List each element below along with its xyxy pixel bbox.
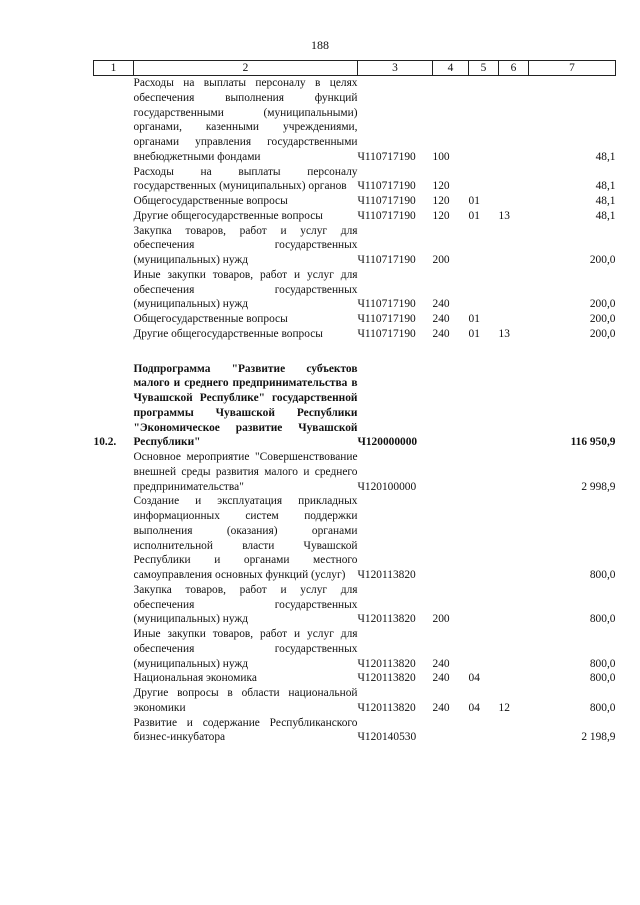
- row-name: Другие вопросы в области национальной экономики: [133, 687, 358, 714]
- row-amount: 48,1: [595, 180, 616, 193]
- row-number: [94, 671, 134, 686]
- row-section: [469, 165, 499, 195]
- row-subsection: 13: [498, 327, 510, 340]
- row-expense-type: 120: [432, 180, 450, 193]
- row-section: 01: [468, 313, 480, 325]
- row-subsection: [499, 494, 529, 583]
- row-expense-type: 240: [432, 701, 450, 714]
- row-expense-type: [433, 362, 469, 451]
- row-number: [94, 450, 134, 494]
- table-row: [94, 450, 616, 494]
- page-number: 188: [311, 38, 329, 52]
- row-name: Другие общегосударственные вопросы: [133, 209, 323, 222]
- row-expense-type: 100: [432, 150, 450, 163]
- row-name: Расходы на выплаты персоналу в целях обеспечения выполнения функций государственными (муниципальными) органами, казенными учреждениями, органами управления государственными внебюджетными фондами: [133, 77, 358, 163]
- row-section: [469, 716, 499, 746]
- row-code: Ч110717190: [357, 180, 416, 193]
- row-amount: 2 198,9: [581, 731, 616, 744]
- row-amount: 800,0: [589, 569, 616, 581]
- row-number: [94, 686, 134, 716]
- row-code: Ч120113820: [357, 613, 416, 626]
- row-subsection: [499, 450, 529, 494]
- row-name: Национальная экономика: [133, 672, 257, 685]
- row-subsection: [499, 627, 529, 671]
- column-header: 3: [358, 61, 433, 76]
- table-row: [94, 716, 616, 746]
- row-amount: 200,0: [589, 298, 616, 311]
- row-expense-type: 240: [432, 672, 450, 685]
- row-name: Иные закупки товаров, работ и услуг для обеспечения государственных (муниципальных) нужд: [133, 628, 358, 670]
- table-row: [94, 165, 616, 195]
- row-section: 01: [468, 209, 480, 222]
- table-body: [94, 76, 616, 746]
- row-section: [469, 76, 499, 165]
- row-name: Иные закупки товаров, работ и услуг для обеспечения государственных (муниципальных) нужд: [133, 268, 358, 311]
- row-section: [469, 494, 499, 583]
- row-number: [94, 583, 134, 627]
- table-row: [94, 209, 616, 224]
- row-section: [469, 583, 499, 627]
- row-number: [94, 494, 134, 583]
- row-name: Развитие и содержание Республиканского бизнес-инкубатора: [133, 716, 358, 744]
- column-header: 1: [94, 61, 134, 76]
- row-name: Создание и эксплуатация прикладных информационных систем поддержки выполнения (оказания) органами исполнительной власти Чувашской Республики и органами местного самоуправления основных функций (услуг): [133, 495, 358, 581]
- table-row: [94, 686, 616, 716]
- row-number: [94, 716, 134, 746]
- table-row: [94, 362, 616, 451]
- table-row: [94, 327, 616, 342]
- table-row: [94, 268, 616, 312]
- row-expense-type: 200: [432, 613, 450, 626]
- row-number: [94, 312, 134, 327]
- row-section: 01: [468, 327, 480, 340]
- row-amount: 200,0: [589, 313, 616, 325]
- row-name: Закупка товаров, работ и услуг для обеспечения государственных (муниципальных) нужд: [133, 224, 358, 266]
- row-name: Общегосударственные вопросы: [133, 313, 288, 325]
- row-number: [94, 224, 134, 268]
- row-amount: 48,1: [595, 195, 616, 207]
- row-expense-type: 120: [432, 209, 450, 222]
- row-subsection: [499, 268, 529, 312]
- row-name: Другие общегосударственные вопросы: [133, 327, 323, 340]
- table-row: [94, 312, 616, 327]
- row-amount: 800,0: [589, 672, 616, 685]
- row-subsection: [499, 165, 529, 195]
- row-section: [469, 362, 499, 451]
- column-number-header: [94, 61, 616, 76]
- row-subsection: [499, 716, 529, 746]
- row-code: Ч120000000: [357, 436, 418, 449]
- row-number: [94, 327, 134, 342]
- row-code: Ч110717190: [357, 327, 416, 340]
- row-amount: 800,0: [589, 613, 616, 626]
- budget-table: [93, 60, 616, 745]
- column-header: 6: [499, 61, 529, 76]
- row-name: Подпрограмма "Развитие субъектов малого и среднего предпринимательства в Чувашской Республике" государственной программы Чувашской Республики "Экономическое развитие Чувашской Республики": [133, 362, 358, 449]
- column-header: 5: [469, 61, 499, 76]
- table-row: [94, 224, 616, 268]
- row-subsection: 13: [498, 209, 510, 222]
- row-amount: 2 998,9: [581, 480, 616, 493]
- row-number: [94, 627, 134, 671]
- row-code: Ч110717190: [357, 150, 416, 163]
- row-code: Ч120113820: [357, 657, 416, 670]
- row-number: [94, 165, 134, 195]
- row-amount: 800,0: [589, 657, 616, 670]
- row-subsection: [499, 671, 529, 686]
- row-section: 04: [468, 701, 480, 714]
- row-subsection: [499, 362, 529, 451]
- row-name: Закупка товаров, работ и услуг для обеспечения государственных (муниципальных) нужд: [133, 583, 358, 626]
- table-row: [94, 494, 616, 583]
- row-amount: 800,0: [589, 701, 616, 714]
- row-expense-type: 240: [432, 313, 450, 325]
- row-number: [94, 76, 134, 165]
- row-amount: 48,1: [595, 150, 616, 163]
- row-section: [469, 627, 499, 671]
- row-amount: 200,0: [589, 327, 616, 340]
- row-subsection: [499, 224, 529, 268]
- row-subsection: [499, 583, 529, 627]
- row-subsection: [499, 76, 529, 165]
- row-number: 10.2.: [93, 436, 117, 449]
- row-code: Ч110717190: [357, 298, 416, 311]
- row-amount: 116 950,9: [570, 436, 616, 449]
- row-expense-type: 120: [432, 195, 450, 207]
- row-code: Ч120113820: [357, 701, 416, 714]
- table-row: [94, 76, 616, 165]
- row-code: Ч110717190: [357, 313, 416, 325]
- table-row: [94, 671, 616, 686]
- row-expense-type: 240: [432, 327, 450, 340]
- row-name: Общегосударственные вопросы: [133, 195, 288, 207]
- row-amount: 200,0: [589, 254, 616, 266]
- row-expense-type: [433, 716, 469, 746]
- row-number: [94, 194, 134, 209]
- row-code: Ч120113820: [357, 672, 416, 685]
- row-number: [94, 268, 134, 312]
- row-expense-type: 240: [432, 298, 450, 311]
- row-amount: 48,1: [595, 209, 616, 222]
- row-code: Ч120140530: [357, 731, 417, 744]
- row-name: Основное мероприятие "Совершенствование внешней среды развития малого и среднего предпринимательства": [133, 451, 358, 493]
- row-expense-type: 200: [432, 254, 450, 266]
- row-section: [469, 450, 499, 494]
- row-subsection: [499, 312, 529, 327]
- row-expense-type: [433, 494, 469, 583]
- row-name: Расходы на выплаты персоналу государственных (муниципальных) органов: [133, 165, 358, 193]
- row-expense-type: 240: [432, 657, 450, 670]
- row-section: 01: [468, 195, 480, 207]
- column-header: 7: [529, 61, 616, 76]
- row-section: 04: [468, 672, 480, 685]
- row-number: [94, 209, 134, 224]
- row-subsection: [499, 194, 529, 209]
- row-code: Ч110717190: [357, 195, 416, 207]
- row-code: Ч110717190: [357, 254, 416, 266]
- column-header: 2: [134, 61, 358, 76]
- row-section: [469, 224, 499, 268]
- table-row: [94, 583, 616, 627]
- row-section: [469, 268, 499, 312]
- spacer-row: [94, 342, 616, 362]
- row-subsection: 12: [498, 701, 510, 714]
- row-expense-type: [433, 450, 469, 494]
- row-code: Ч120100000: [357, 480, 417, 493]
- row-code: Ч120113820: [357, 569, 416, 581]
- column-header: 4: [433, 61, 469, 76]
- row-code: Ч110717190: [357, 209, 416, 222]
- table-row: [94, 627, 616, 671]
- table-row: [94, 194, 616, 209]
